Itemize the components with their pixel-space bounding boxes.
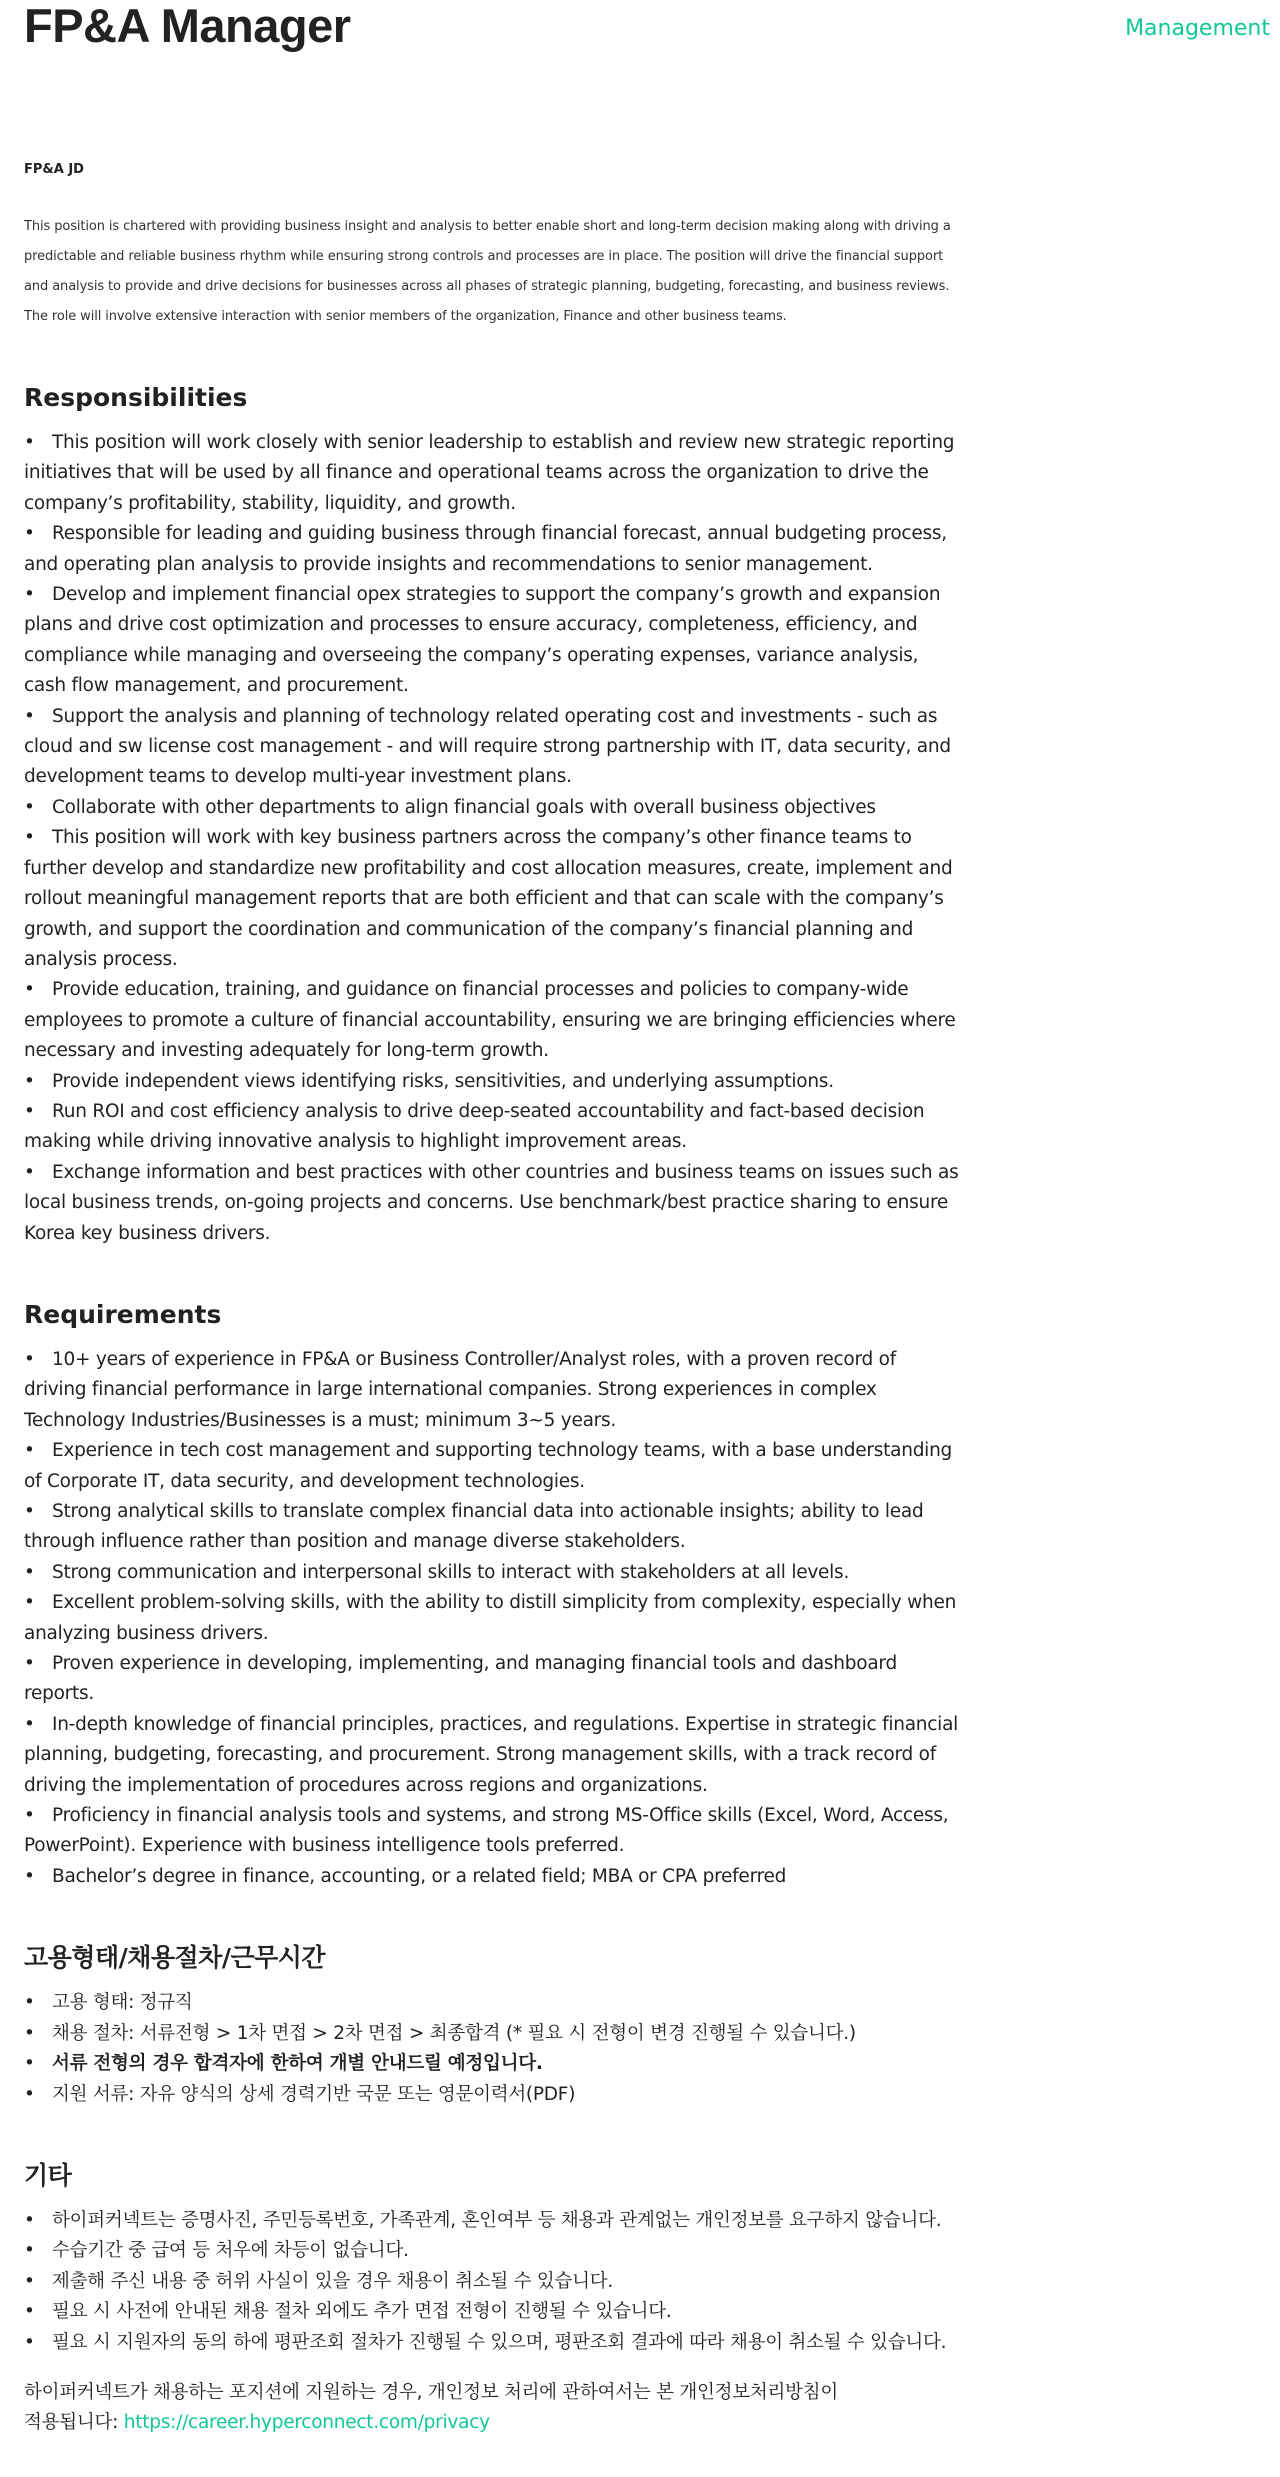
responsibilities-list: [24, 428, 960, 1249]
list-item: • Bachelor’s degree in finance, accounting, or a related field; MBA or CPA preferred: [24, 1865, 787, 1887]
list-item: • Responsible for leading and guiding business through financial forecast, annual budgeting process, and operating plan analysis to provide insights and recommendations to senior management.: [24, 523, 947, 575]
list-item: • 고용 형태: 정규직: [24, 1992, 193, 2014]
jd-label: FP&A JD: [24, 162, 84, 177]
list-item: • 10+ years of experience in FP&A or Business Controller/Analyst roles, with a proven record of driving financial performance in large international companies. Strong experiences in complex Technology Industries/Businesses is a must; minimum 3~5 years.: [24, 1348, 896, 1431]
list-item: • Exchange information and best practices with other countries and business teams on issues such as local business trends, on-going projects and concerns. Use benchmark/best practice sharing to ensure Korea key business drivers.: [24, 1161, 959, 1244]
requirements-list: [24, 1345, 960, 1892]
list-item: • This position will work closely with senior leadership to establish and review new strategic reporting initiatives that will be used by all finance and operational teams across the organization to drive the company’s profitability, stability, liquidity, and growth.: [24, 432, 955, 514]
category-link[interactable]: Management: [1125, 16, 1270, 41]
privacy-text-line-1: 하이퍼커넥트가 채용하는 포지션에 지원하는 경우, 개인정보 처리에 관하여서는 본 개인정보처리방침이: [24, 2381, 839, 2403]
etc-section: [24, 2158, 960, 2358]
list-item: • Provide education, training, and guidance on financial processes and policies to company-wide employees to promote a culture of financial accountability, ensuring we are bringing efficiencies where necessary and investing adequately for long-term growth.: [24, 979, 956, 1062]
list-item: • Experience in tech cost management and supporting technology teams, with a base understanding of Corporate IT, data security, and development technologies.: [24, 1440, 953, 1492]
requirements-section: [24, 1297, 960, 1892]
list-item: • 제출해 주신 내용 중 허위 사실이 있을 경우 채용이 취소될 수 있습니다.: [24, 2270, 613, 2292]
jd-intro: This position is chartered with providing business insight and analysis to better enable short and long-term decision making along with driving a predictable and reliable business rhythm while ensuring strong controls and processes are in place. The position will drive the financial support and analysis to provide and drive decisions for businesses across all phases of strategic planning, budgeting, forecasting, and business reviews. The role will involve extensive interaction with senior members of the organization, Finance and other business teams.: [24, 219, 951, 324]
employment-section: [24, 1940, 960, 2110]
etc-heading: 기타: [24, 2160, 72, 2190]
page-title: FP&A Manager: [24, 0, 351, 52]
list-item: • Proven experience in developing, implementing, and managing financial tools and dashboard reports.: [24, 1653, 897, 1705]
list-item: • Run ROI and cost efficiency analysis to drive deep-seated accountability and fact-based decision making while driving innovative analysis to highlight improvement areas.: [24, 1100, 925, 1153]
list-item: • 지원 서류: 자유 양식의 상세 경력기반 국문 또는 영문이력서(PDF): [24, 2083, 576, 2105]
list-item: • In-depth knowledge of financial principles, practices, and regulations. Expertise in strategic financial planning, budgeting, forecasting, and procurement. Strong management skills, with a track record of driving the implementation of procedures across regions and organizations.: [24, 1713, 959, 1796]
responsibilities-heading: Responsibilities: [24, 383, 248, 412]
privacy-text-line-2: 적용됩니다:: [24, 2412, 124, 2434]
job-description: [24, 160, 960, 2439]
list-item: • This position will work with key business partners across the company’s other finance teams to further develop and standardize new profitability and cost allocation measures, create, implement and rollout meaningful management reports that are both efficient and that can scale with the company’s growth, and support the coordination and communication of the company’s financial planning and analysis process.: [24, 827, 953, 970]
etc-list: [24, 2206, 960, 2358]
list-item: • Strong analytical skills to translate complex financial data into actionable insights; ability to lead through influence rather than position and manage diverse stakeholders.: [24, 1501, 924, 1553]
list-item: • 수습기간 중 급여 등 처우에 차등이 없습니다.: [24, 2240, 409, 2262]
list-item: • Strong communication and interpersonal skills to interact with stakeholders at all levels.: [24, 1561, 850, 1583]
list-item: • Support the analysis and planning of technology related operating cost and investments - such as cloud and sw license cost management - and will require strong partnership with IT, data security, and development teams to develop multi-year investment plans.: [24, 705, 951, 788]
list-item: • Excellent problem-solving skills, with the ability to distill simplicity from complexity, especially when analyzing business drivers.: [24, 1592, 957, 1644]
list-item: • 서류 전형의 경우 합격자에 한하여 개별 안내드릴 예정입니다.: [24, 2053, 543, 2075]
list-item: • 하이퍼커넥트는 증명사진, 주민등록번호, 가족관계, 혼인여부 등 채용과 관계없는 개인정보를 요구하지 않습니다.: [24, 2209, 942, 2231]
requirements-heading: Requirements: [24, 1299, 222, 1329]
list-item: • Provide independent views identifying risks, sensitivities, and underlying assumptions.: [24, 1070, 834, 1092]
list-item: • Proficiency in financial analysis tools and systems, and strong MS-Office skills (Excel, Word, Access, PowerPoint). Experience with business intelligence tools preferred.: [24, 1805, 949, 1857]
employment-heading: 고용형태/채용절차/근무시간: [24, 1943, 326, 1973]
page-header: [0, 0, 1280, 60]
list-item: • Collaborate with other departments to align financial goals with overall business objectives: [24, 796, 876, 818]
privacy-notice: [24, 2378, 960, 2439]
list-item: • 채용 절차: 서류전형 > 1차 면접 > 2차 면접 > 최종합격 (* 필요 시 전형이 변경 진행될 수 있습니다.): [24, 2022, 856, 2044]
employment-list: [24, 1988, 960, 2110]
list-item: • 필요 시 사전에 안내된 채용 절차 외에도 추가 면접 전형이 진행될 수 있습니다.: [24, 2301, 672, 2323]
list-item: • 필요 시 지원자의 동의 하에 평판조회 절차가 진행될 수 있으며, 평판조회 결과에 따라 채용이 취소될 수 있습니다.: [24, 2331, 947, 2353]
responsibilities-section: [24, 380, 960, 1249]
privacy-policy-link[interactable]: https://career.hyperconnect.com/privacy: [123, 2412, 490, 2434]
list-item: • Develop and implement financial opex strategies to support the company’s growth and expansion plans and drive cost optimization and processes to ensure accuracy, completeness, efficiency, and compliance while managing and overseeing the company’s operating expenses, variance analysis, cash flow management, and procurement.: [24, 584, 941, 697]
